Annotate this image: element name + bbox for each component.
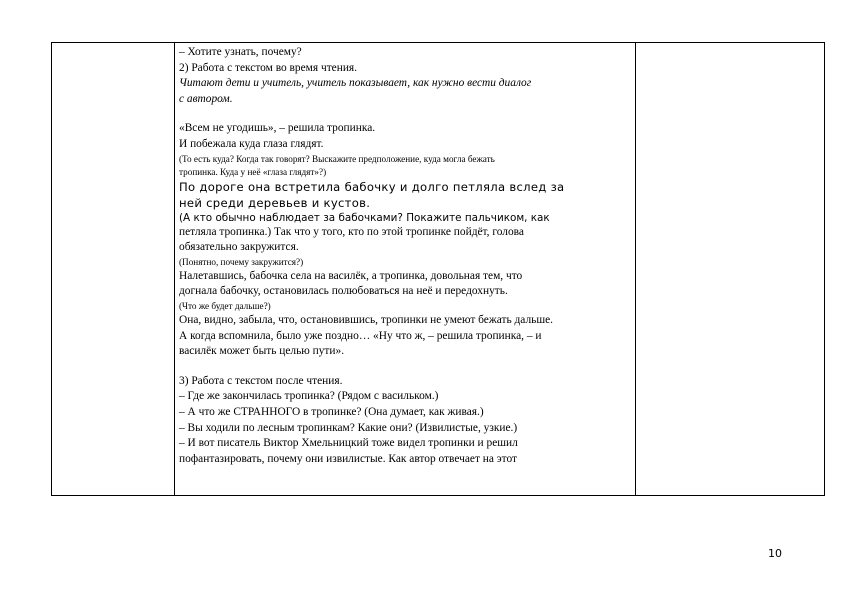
text-line: По дороге она встретила бабочку и долго петляла вслед за [179, 179, 565, 194]
table-row [52, 43, 825, 496]
text-line: с автором. [179, 92, 233, 105]
text-line: – И вот писатель Виктор Хмельницкий тоже видел тропинки и решил [179, 437, 518, 450]
text-line: (А кто обычно наблюдает за бабочками? Покажите пальчиком, как [179, 211, 550, 224]
text-line: – Где же закончилась тропинка? (Рядом с васильком.) [179, 390, 439, 403]
page-number: 10 [768, 547, 782, 560]
text-line: тропинка. Куда у неё «глаза глядят»?) [179, 166, 327, 177]
text-line: пофантазировать, почему они извилистые. Как автор отвечает на этот [179, 452, 518, 465]
text-line: (То есть куда? Когда так говорят? Выскажите предположение, куда могла бежать [179, 153, 495, 164]
text-line: обязательно закружится. [179, 241, 299, 254]
text-line: Читают дети и учитель, учитель показывает, как нужно вести диалог [179, 77, 532, 90]
paragraph-gap [179, 107, 635, 121]
text-line: 2) Работа с текстом во время чтения. [179, 61, 358, 74]
text-line: – Хотите узнать, почему? [179, 46, 302, 58]
lesson-text [175, 43, 635, 467]
text-line: ней среди деревьев и кустов. [179, 195, 371, 210]
table-cell-right [636, 43, 825, 496]
text-line: (Понятно, почему закружится?) [179, 256, 304, 267]
lesson-table [51, 42, 825, 496]
text-line: И побежала куда глаза глядят. [179, 137, 324, 150]
text-line: А когда вспомнила, было уже поздно… «Ну что ж, – решила тропинка, – и [179, 329, 542, 342]
paragraph-gap [179, 360, 635, 374]
table-cell-left [52, 43, 175, 496]
table-cell-content [175, 43, 636, 496]
text-line: – А что же СТРАННОГО в тропинке? (Она думает, как живая.) [179, 405, 484, 418]
text-line: василёк может быть целью пути». [179, 345, 345, 358]
text-line: Она, видно, забыла, что, остановившись, тропинки не умеют бежать дальше. [179, 313, 553, 326]
text-line: 3) Работа с текстом после чтения. [179, 374, 343, 387]
text-line: догнала бабочку, остановилась полюбоваться на неё и передохнуть. [179, 285, 508, 298]
text-line: петляла тропинка.) Так что у того, кто по этой тропинке пойдёт, голова [179, 225, 524, 238]
text-line: – Вы ходили по лесным тропинкам? Какие они? (Извилистые, узкие.) [179, 421, 518, 434]
text-line: «Всем не угодишь», – решила тропинка. [179, 122, 376, 135]
text-line: (Что же будет дальше?) [179, 300, 271, 311]
text-line: Налетавшись, бабочка села на василёк, а тропинка, довольная тем, что [179, 269, 523, 282]
